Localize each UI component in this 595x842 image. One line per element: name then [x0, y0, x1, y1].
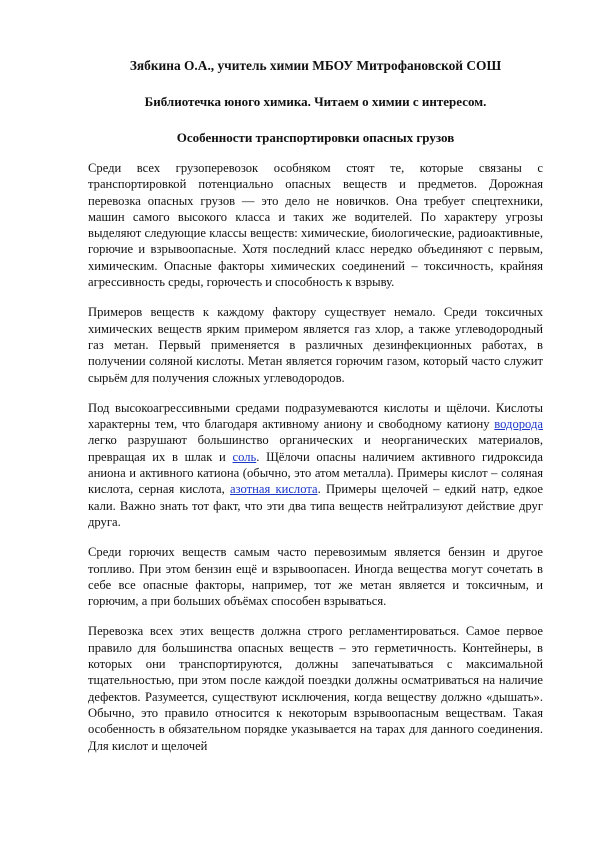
salt-link[interactable]: соль: [232, 449, 257, 464]
paragraph-3-text-1: Под высокоагрессивными средами подразумеваются кислоты и щёлочи. Кислоты характерны тем, что благодаря активному аниону и свободному катиону: [88, 400, 543, 432]
series-line: Библиотечка юного химика. Читаем о химии с интересом.: [144, 94, 487, 109]
hydrogen-link[interactable]: водорода: [494, 417, 543, 432]
paragraph-3-text-4: . Примеры щелочей – едкий натр, едкое кали. Важно знать тот факт, что эти два типа веществ нейтрализуют действие друг друга.: [88, 482, 543, 529]
paragraph-3: [88, 400, 543, 530]
paragraph-2: Примеров веществ к каждому фактору существует немало. Среди токсичных химических веществ ярким примером является газ хлор, а также углеводородный газ метан. Первый применяется в различных дезинфекционных работах, в получении соляной кислоты. Метан является горючим газом, который часто служит сырьём для получения сложных углеводородов.: [88, 305, 543, 385]
paragraph-3-text-3: . Щёлочи опасны наличием активного гидроксида аниона и активного катиона (обычно, это атом металла). Примеры кислот – соляная кислота, серная кислота,: [88, 449, 543, 497]
paragraph-4: Среди горючих веществ самым часто перевозимым является бензин и другое топливо. При этом бензин ещё и взрывоопасен. Иногда вещества могут сочетать в себе все опасные факторы, например, тот же метан является и токсичным, и горючим, а при больших объёмах способен взрываться.: [88, 545, 543, 609]
author-line: Зябкина О.А., учитель химии МБОУ Митрофановской СОШ: [129, 58, 502, 73]
paragraph-5: Перевозка всех этих веществ должна строго регламентироваться. Самое первое правило для большинства опасных веществ – это герметичность. Контейнеры, в которых они транспортируются, должны запечатываться с максимальной тщательностью, при этом после каждой поездки должны осматриваться на наличие дефектов. Разумеется, существуют исключения, когда веществу должно «дышать». Обычно, это правило относится к некоторым взрывоопасным веществам. Такая особенность в обязательном порядке указывается на тарах для данного соединения. Для кислот и щелочей: [88, 624, 543, 753]
article-title: Особенности транспортировки опасных грузов: [176, 130, 455, 145]
paragraph-3-text-2: легко разрушают большинство органических и неорганических материалов, превращая их в шлак и: [88, 433, 543, 464]
nitric-acid-link[interactable]: азотная кислота: [229, 482, 318, 497]
paragraph-1: Среди всех грузоперевозок особняком стоят те, которые связаны с транспортировкой потенциально опасных веществ и предметов. Дорожная перевозка опасных грузов — это дело не новичков. Она требует спецтехники, машин самого высокого класса и таких же водителей. По характеру угрозы выделяют следующие классы веществ: химические, биологические, радиоактивные, горючие и взрывоопасные. Хотя последний класс нередко объединяют с первым, химическим. Опасные факторы химических соединений – токсичность, крайняя агрессивность среды, горючесть и способность к взрыву.: [88, 161, 543, 290]
